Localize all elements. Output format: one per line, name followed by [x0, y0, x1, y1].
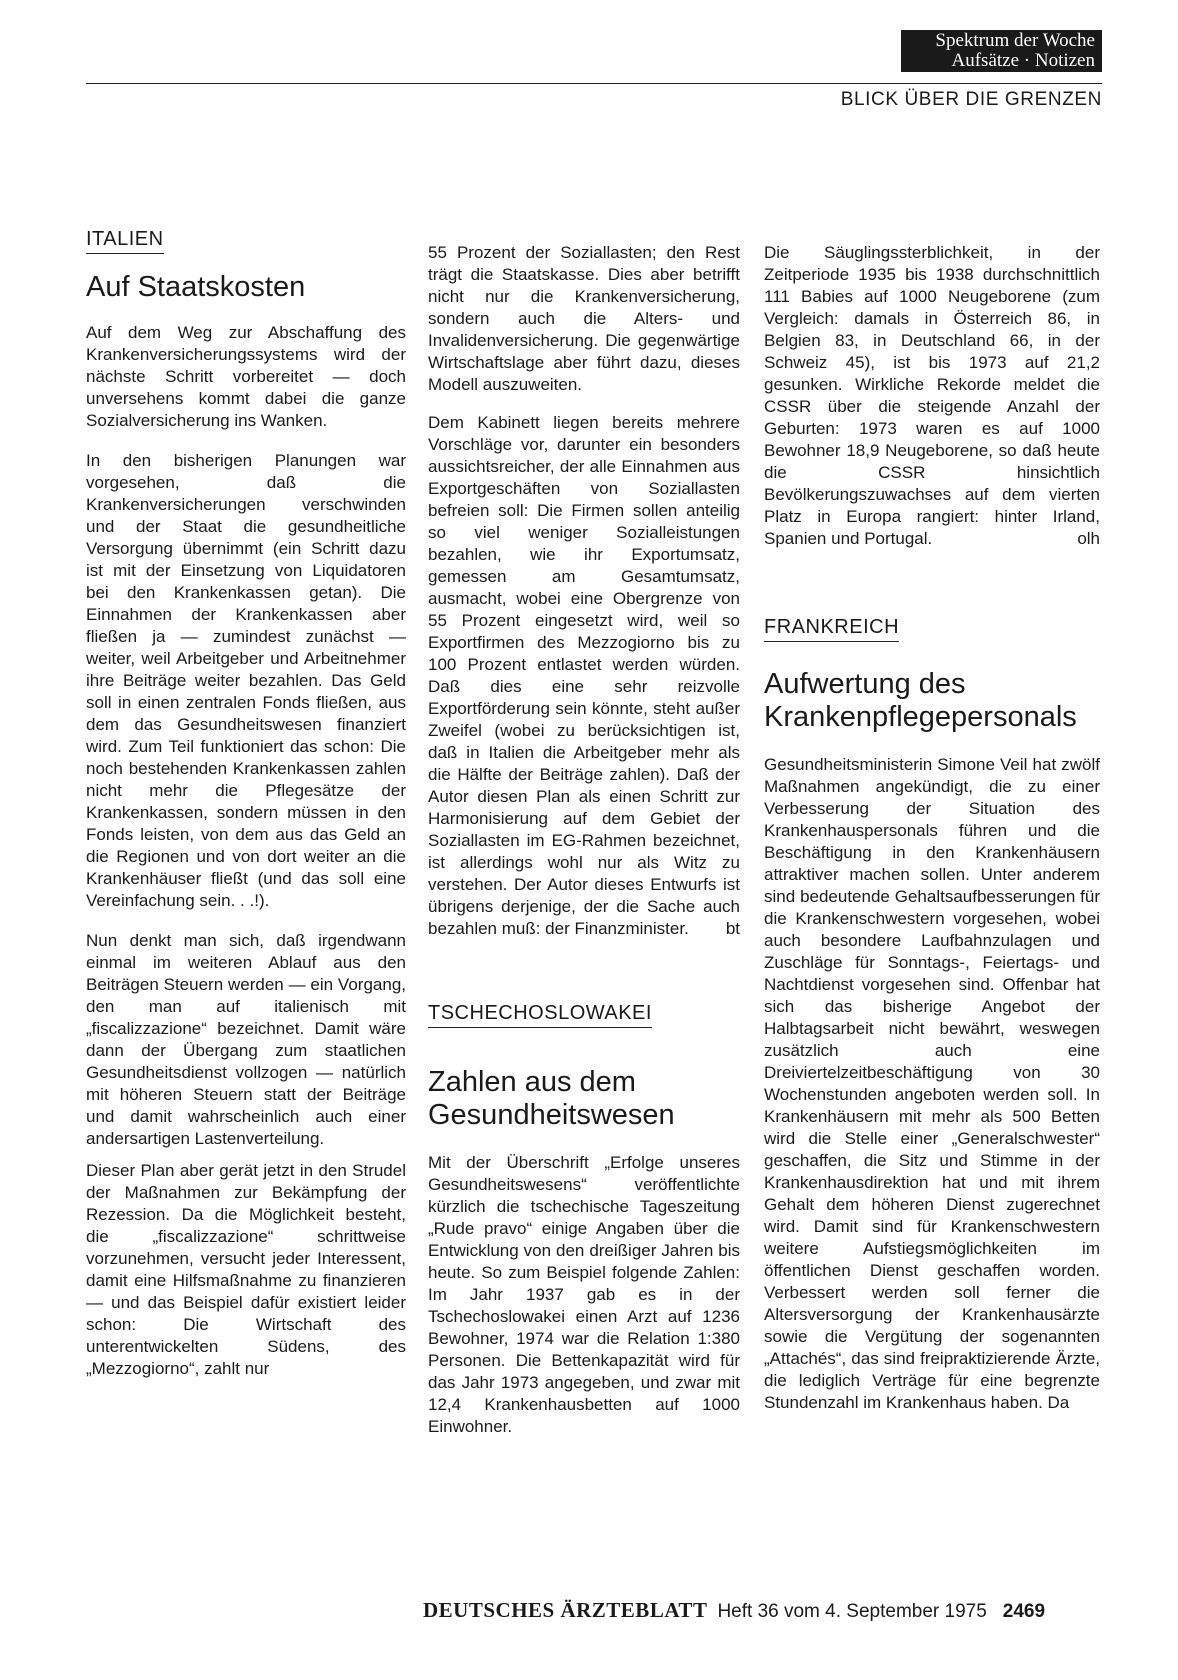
badge-line-1: Spektrum der Woche	[935, 30, 1095, 51]
paragraph: Dieser Plan aber gerät jetzt in den Strudel der Maßnahmen zur Bekämpfung der Rezession. Da die Möglichkeit besteht, die „fiscalizzazione“ schrittweise vorzunehmen, versucht jeder Interessent, damit eine Hilfsmaßnahme zu finanzieren — und das Beispiel dafür existiert leider schon: Die Wirtschaft des unterentwickelten Südens, des „Mezzogiorno“, zahlt nur	[86, 1161, 406, 1378]
headline-italien: Auf Staatskosten	[86, 271, 306, 303]
column-3	[764, 242, 1100, 1414]
page-number: 2469	[1002, 1601, 1046, 1622]
headline-frankreich	[764, 668, 1100, 734]
author-initials: bt	[725, 919, 740, 938]
paragraph: In den bisherigen Planungen war vorgesehen, daß die Krankenversicherungen verschwinden und der Staat die gesundheitliche Versorgung übernimmt (ein Schritt dazu ist mit der Einsetzung von Liquidatoren bei den Krankenkassen getan). Die Einnahmen der Krankenkassen aber fließen ja — zumindest zunächst — weiter, weil Arbeitgeber und Arbeitnehmer ihre Beiträge weiter bezahlen. Das Geld soll in einen zentralen Fonds fließen, aus dem das Gesundheitswesen finanziert wird. Zum Teil funktioniert das schon: Die noch bestehenden Krankenkassen zahlen nicht mehr die Pflegesätze der Krankenkassen, sondern müssen in den Fonds leisten, von dem aus das Geld an die Regionen und von dort weiter an die Krankenhäuser fließt (und das soll eine Vereinfachung sein. . .!).	[86, 451, 406, 910]
paragraph	[764, 242, 1100, 550]
column-1	[86, 228, 406, 1380]
paragraph-text: Die Säuglingssterblichkeit, in der Zeitperiode 1935 bis 1938 durchschnittlich 111 Babies auf 1000 Neugeborene (zum Vergleich: damals in Österreich 86, in Belgien 83, in Deutschland 66, in der Schweiz 45), ist bis 1973 auf 21,2 gesunken. Wirkliche Rekorde meldet die CSSR über die steigende Anzahl der Geburten: 1973 waren es auf 1000 Bewohner 18,9 Neugeborene, so daß heute die CSSR hinsichtlich Bevölkerungszuwachses auf dem vierten Platz in Europa rangiert: hinter Irland, Spanien und Portugal.	[764, 243, 1100, 548]
paragraph-text: Dem Kabinett liegen bereits mehrere Vorschläge vor, darunter ein besonders aussichtsreicher, der alle Einnahmen aus Exportgeschäften von Soziallasten befreien soll: Die Firmen sollen anteilig so viel weniger Sozialleistungen bezahlen, wie ihr Exportumsatz, gemessen am Gesamtumsatz, ausmacht, wobei eine Obergrenze von 55 Prozent eingesetzt wird, weil so Exportfirmen des Mezzogiorno bis zu 100 Prozent entlastet werden würden. Daß dies eine sehr reizvolle Exportförderung sein könnte, steht außer Zweifel (wobei zu berücksichtigen ist, daß in Italien die Arbeitgeber mehr als die Hälfte der Beiträge zahlen). Daß der Autor diesen Plan als einen Schritt zur Harmonisierung auf dem Gebiet der Soziallasten im EG-Rahmen bezeichnet, ist allerdings wohl nur als Witz zu verstehen. Der Autor dieses Entwurfs ist übrigens derjenige, der die Sache auch bezahlen muß: der Finanzminister.	[428, 413, 740, 938]
country-label-frankreich: FRANKREICH	[764, 616, 899, 642]
lead-paragraph: Auf dem Weg zur Abschaffung des Krankenversicherungssystems wird der nächste Schritt vorbereitet — doch unversehens kommt dabei die ganze Sozialversicherung ins Wanken.	[86, 323, 406, 430]
paragraph: Nun denkt man sich, daß irgendwann einmal im weiteren Ablauf aus den Beiträgen Steuern werden — ein Vorgang, den man auf italienisch mit „fiscalizzazione“ bezeichnet. Damit wäre dann der Übergang zum staatlichen Gesundheitsdienst vollzogen — natürlich mit höheren Steuern statt der Beiträge und damit wahrscheinlich auch einer andersartigen Lastenverteilung.	[86, 931, 406, 1148]
country-label-italien: ITALIEN	[86, 228, 164, 254]
headline-line-2: Gesundheitswesen	[428, 1099, 675, 1131]
page-footer	[423, 1598, 1045, 1623]
paragraph: Gesundheitsministerin Simone Veil hat zwölf Maßnahmen angekündigt, die zu einer Verbesserung der Situation des Krankenhauspersonals führen und die Beschäftigung in den Krankenhäusern attraktiver machen sollen. Unter anderem sind bedeutende Gehaltsaufbesserungen für die Krankenschwestern vorgesehen, wobei auch besondere Laufbahnzulagen und Zuschläge für Sonntags-, Feiertags- und Nachtdienst vorgesehen sind. Offenbar hat sich das bisherige Angebot der Halbtagsarbeit nicht bewährt, weswegen zusätzlich auch eine Dreiviertelzeitbeschäftigung von 30 Wochenstunden angeboten werden soll. In Krankenhäusern mit mehr als 500 Betten wird die Stelle einer „Generalschwester“ geschaffen, die Sitz und Stimme in der Krankenhausdirektion hat und mit ihrem Gehalt dem höheren Dienst zugerechnet wird. Damit sind für Krankenschwestern weitere Aufstiegsmöglichkeiten im öffentlichen Dienst geschaffen worden. Verbessert werden soll ferner die Altersversorgung der Krankenhausärzte sowie die Vergütung der sogenannten „Attachés“, das sind freipraktizierende Ärzte, die lediglich Verträge für eine begrenzte Stundenzahl im Krankenhaus haben. Da	[764, 755, 1100, 1412]
paragraph: Mit der Überschrift „Erfolge unseres Gesundheitswesens“ veröffentlichte kürzlich die tschechische Tageszeitung „Rude pravo“ einige Angaben über die Entwicklung von den dreißiger Jahren bis heute. So zum Beispiel folgende Zahlen: Im Jahr 1937 gab es in der Tschechoslowakei einen Arzt auf 1236 Bewohner, 1974 war die Relation 1:380 Personen. Die Bettenkapazität wird für das Jahr 1973 angegeben, und zwar mit 12,4 Krankenhausbetten auf 1000 Einwohner.	[428, 1153, 740, 1436]
headline-line-1: Aufwertung des	[764, 668, 966, 700]
author-initials: olh	[1077, 529, 1100, 548]
headline-line-1: Zahlen aus dem	[428, 1066, 636, 1098]
section-badge	[901, 30, 1102, 72]
paragraph: 55 Prozent der Soziallasten; den Rest trägt die Staatskasse. Dies aber betrifft nicht nur die Krankenversicherung, sondern auch die Alters- und Invalidenversicherung. Die gegenwärtige Wirtschaftslage aber führt dazu, dieses Modell auszuweiten.	[428, 243, 740, 394]
badge-line-2: Aufsätze · Notizen	[951, 50, 1095, 71]
headline-line-2: Krankenpflegepersonals	[764, 701, 1077, 733]
issue-info: Heft 36 vom 4. September 1975	[717, 1601, 987, 1622]
journal-title: DEUTSCHES ÄRZTEBLATT	[423, 1598, 708, 1622]
paragraph	[428, 412, 740, 940]
country-label-tschechoslowakei: TSCHECHOSLOWAKEI	[428, 1002, 652, 1028]
headline-tschechoslowakei	[428, 1066, 740, 1132]
header-rule	[86, 83, 1102, 84]
column-2	[428, 242, 740, 1438]
section-title: BLICK ÜBER DIE GRENZEN	[840, 89, 1102, 110]
